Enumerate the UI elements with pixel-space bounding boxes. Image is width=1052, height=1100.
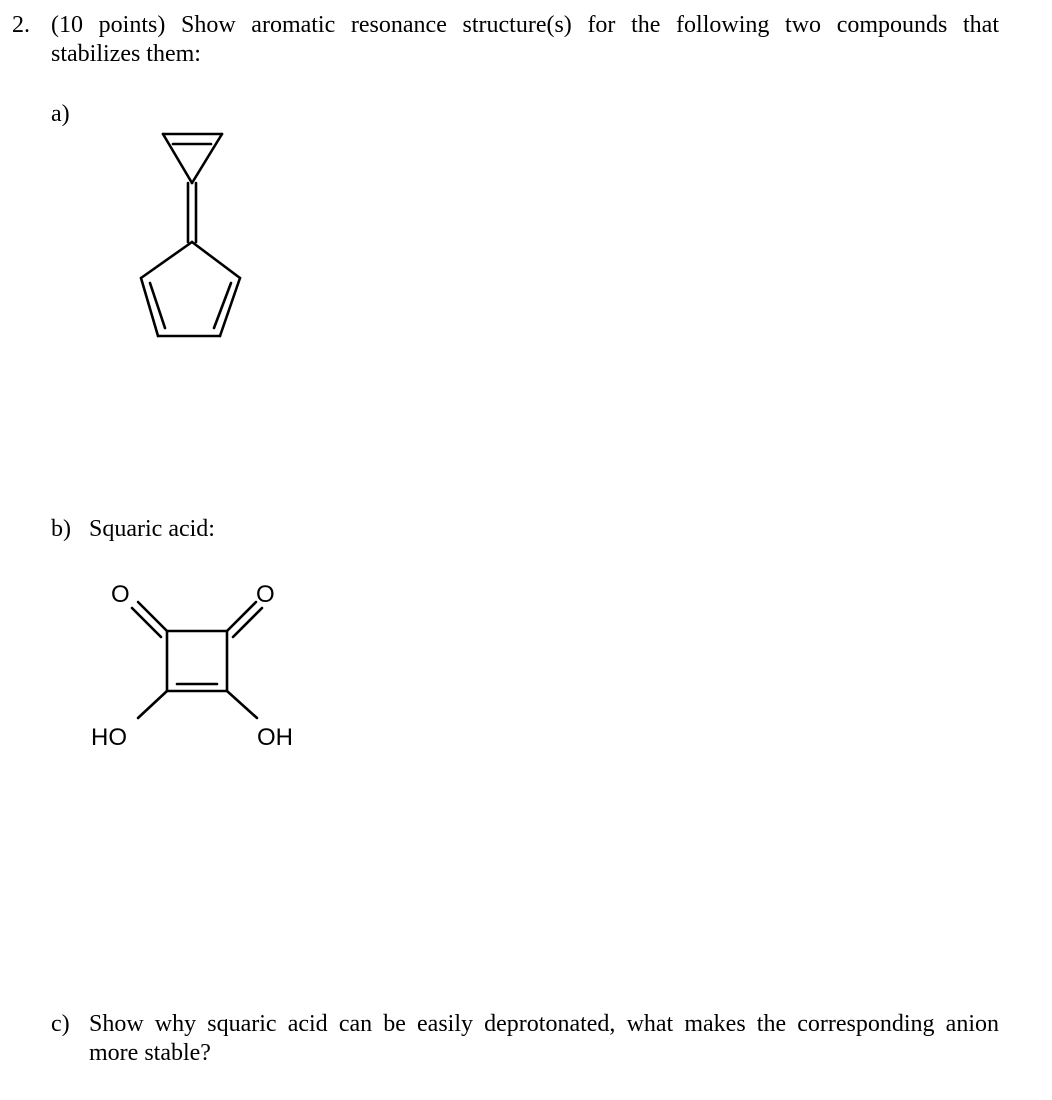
carbonyl-right-bond-a [227, 602, 256, 631]
part-a-label: a) [51, 101, 70, 127]
carbonyl-left-bond-a [138, 602, 167, 631]
question-text-line-2: stabilizes them: [51, 41, 201, 67]
carbonyl-right-bond-b [233, 608, 262, 637]
part-b-title: Squaric acid: [89, 516, 215, 542]
carbonyl-left-bond-b [132, 608, 161, 637]
question-number: 2. [12, 12, 30, 38]
part-c-text-line-1: Show why squaric acid can be easily deprotonated, what makes the corresponding anion [89, 1011, 999, 1037]
hydroxyl-right-bond [227, 691, 257, 718]
atom-label-o-left: O [111, 581, 130, 608]
part-c-text-line-2: more stable? [89, 1040, 211, 1066]
part-c-letter: c) [51, 1011, 70, 1037]
atom-label-ho: HO [91, 724, 127, 751]
atom-label-o-right: O [256, 581, 275, 608]
part-b-letter: b) [51, 516, 71, 542]
hydroxyl-left-bond [138, 691, 167, 718]
question-text-line-1: (10 points) Show aromatic resonance structure(s) for the following two compounds that [51, 12, 999, 38]
atom-label-oh: OH [257, 724, 293, 751]
